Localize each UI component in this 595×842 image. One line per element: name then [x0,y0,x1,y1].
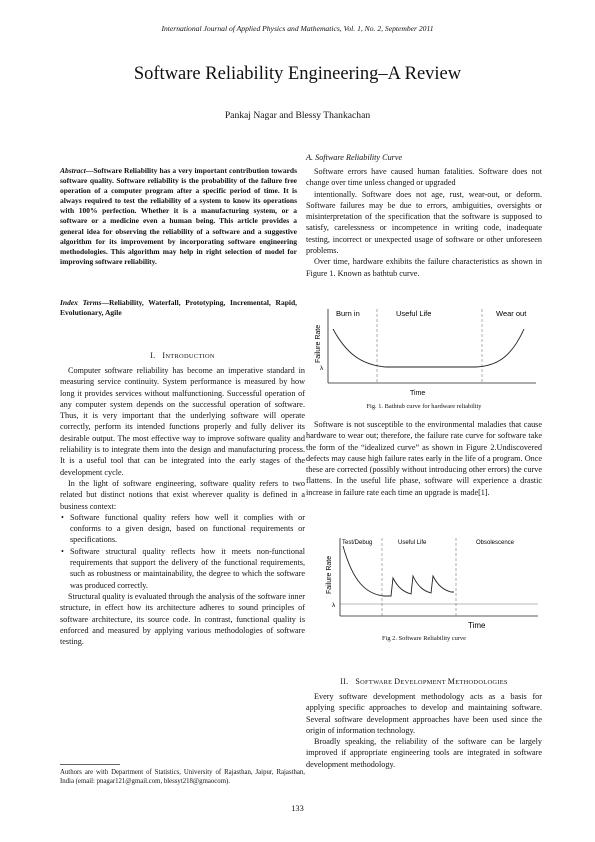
intro-paragraph: In the light of software engineering, software quality refers to two related but distinct notions that exist wherever quality is defined in a business context: [60,478,305,511]
figure-2-software-reliability-curve [318,532,542,630]
abstract [60,166,297,267]
body-paragraph: Over time, hardware exhibits the failure characteristics as shown in Figure 1. Known as bathtub curve. [306,257,542,278]
fig1-wear-out-label: Wear out [496,309,527,318]
section-number: II. [340,677,349,686]
figure-1-bathtub-curve [306,303,542,401]
page-number: 133 [291,804,304,813]
fig2-useful-life-label: Useful Life [398,540,427,546]
section-title-part: OFTWARE [360,679,395,686]
fig1-useful-life-label: Useful Life [396,309,432,318]
right-column-text-1 [306,166,542,279]
section-title-part: EVELOPMENT [400,679,448,686]
index-terms [60,298,297,319]
body-paragraph: Every software development methodology acts as a basis for applying specific approaches to develop and maintaining software. Several software development approaches have been used since the origin of information technology. [306,692,542,735]
abstract-text: —Software Reliability has a very important contribution towards software quality. Software reliability is the probability of the failure free operation of a computer program after a specific period of time. It is always required to test the reliability of a system to know its operations with 100% perfection. Whether it is a manufacturing system, or a software or a medicine even a human being. This article provides a general idea for observing the reliability of a software and a suggestive algorithm for its improvement by incorporating software engineering methodologies. This algorithm may help in right selection of model for improving software reliability. [60,166,297,266]
section-title-part: S [355,677,361,686]
figure-1-caption: Fig. 1. Bathtub curve for hardware reliability [366,403,482,410]
body-paragraph: Broadly speaking, the reliability of the software can be largely improved if appropriate engineering tools are integrated in software development methodology. [306,737,542,769]
fig2-obsolescence-label: Obsolescence [476,540,515,546]
section-heading-introduction [60,351,305,360]
body-paragraph: Software errors have caused human fatalities. Software does not change over time unless changed or upgraded [306,167,542,188]
body-paragraph: Software is not susceptible to the environmental maladies that cause hardware to wear out; therefore, the failure rate curve for software take the form of the “idealized curve” as shown in Figure 2.Undiscovered defects may cause high failure rates early in the life of a program. Once these are corrected (possibly without introducing other errors) the curve flattens. In the useful life phase, software will experience a drastic increase in failure rate each time an upgrade is made[1]. [306,420,542,497]
author-footnote: Authors are with Department of Statistics, University of Rajasthan, Jaipur, Rajasthan, India (email: pnagar121@gmail.com, blessyt218@gmaocom). [60,769,305,785]
section-title-rest: NTRODUCTION [165,353,215,360]
section-title-part: M [447,677,456,686]
fig2-x-axis-label: Time [468,621,486,630]
index-terms-text: —Reliability, Waterfall, Prototyping, Incremental, Rapid, Evolutionary, Agile [60,298,298,318]
footnote-rule [60,764,120,765]
figure-2-caption: Fig 2. Software Reliability curve [382,635,466,642]
section-heading-methodologies [306,677,542,686]
section-title-part: ETHODOLOGIES [455,679,508,686]
right-column-text-2 [306,419,542,498]
intro-paragraph: Structural quality is evaluated through the analysis of the software inner structure, in effect how its architecture adheres to sound principles of software architecture, its source code. In contrast, functional quality is enforced and measured by applying various methodologies of software testing. [60,591,305,647]
journal-header: International Journal of Applied Physics and Mathematics, Vol. 1, No. 2, September 2011 [161,24,434,33]
paper-title: Software Reliability Engineering–A Review [133,64,462,84]
methodologies-body [306,691,542,770]
fig1-x-axis-label: Time [410,390,426,397]
introduction-body [60,365,305,647]
fig2-lambda-label: λ [332,602,336,609]
intro-paragraph: Computer software reliability has become an imperative standard in measuring service continuity. System performance is measured by how long it provides services without malfunctioning. Successful operation of any computer system depends on the successful operation of software. Thus, it is very important that the underlying software will operate correctly, perform its intended functions properly and fully deliver its desirable output. The most effective way to improve software quality and reliability is to integrate them into the design and manufacturing process. It is a useful tool that can be integrated into the early stages of the development cycle. [60,366,305,477]
paper-authors: Pankaj Nagar and Blessy Thankachan [224,110,371,121]
fig1-lambda-label: λ [320,365,324,372]
index-terms-lead: Index Terms [60,298,102,307]
fig1-y-axis-label: Failure Rate [315,324,322,363]
list-item: • Software functional quality refers how well it complies with or conforms to a given design, based on functional requirements or specifications. [70,512,305,546]
section-title-part: D [394,677,401,686]
section-number: I. [150,351,156,360]
quality-list [60,512,305,591]
body-paragraph: intentionally. Software does not age, rust, wear-out, or deform. Software failures may be due to errors, ambiguities, oversights or misinterpretation of the specification that the software is supposed to satisfy, carelessness or incompetence in writing code, inadequate testing, incorrect or unexpected usage of software or other unforeseen problems. [306,189,542,256]
fig1-burn-in-label: Burn in [336,309,360,318]
list-item: • Software structural quality reflects how it meets non-functional requirements that support the delivery of the functional requirements, such as robustness or maintainability, the degree to which the software was produced correctly. [70,546,305,591]
subsection-heading: A. Software Reliability Curve [306,153,403,162]
abstract-lead: Abstract [60,166,86,175]
section-title-initial: I [162,351,166,360]
fig2-y-axis-label: Failure Rate [326,555,333,594]
fig2-test-debug-label: Test/Debug [342,540,373,546]
